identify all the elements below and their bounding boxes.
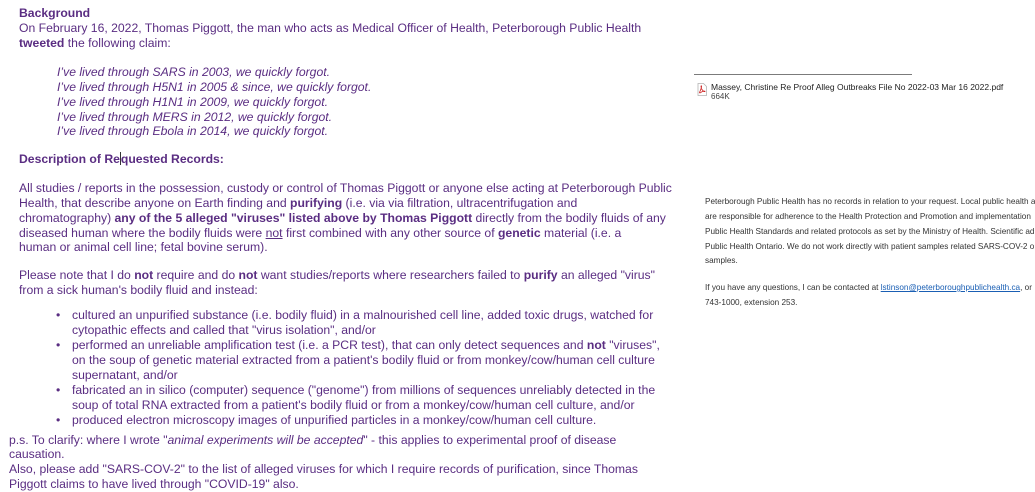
response-line-2: are responsible for adherence to the Health Protection and Promotion and implementation xyxy=(705,212,1031,221)
p1-line-1: All studies / reports in the possession, custody or control of Thomas Piggott or anyone else acting at Peterborough Public xyxy=(19,181,672,195)
p1-line-4: diseased human where the bodily fluids were not first combined with any other source of genetic material (i.e. a xyxy=(19,226,622,240)
p1-line-5: human or animal cell line; fetal bovine serum). xyxy=(19,240,268,254)
divider xyxy=(694,74,912,75)
intro-line-2: tweeted the following claim: xyxy=(19,36,171,50)
response-phone-line: 743-1000, extension 253. xyxy=(705,298,798,307)
attachment-filename[interactable]: Massey, Christine Re Proof Alleg Outbreaks File No 2022-03 Mar 16 2022.pdf xyxy=(711,82,1004,92)
intro-line: On February 16, 2022, Thomas Piggott, the man who acts as Medical Officer of Health, Peterborough Public Health xyxy=(19,21,642,35)
tweeted-word: tweeted xyxy=(19,36,65,50)
p1-line-2: Health, that describe anyone on Earth finding and purifying (i.e. via via filtration, ultracentrifugation and xyxy=(19,196,578,210)
description-heading: Description of Requested Records: xyxy=(19,152,224,166)
quote-3: I’ve lived through H1N1 in 2009, we quickly forgot. xyxy=(57,95,328,109)
email-link[interactable]: lstinson@peterboroughpublichealth.ca xyxy=(880,283,1021,292)
list-item: • performed an unreliable amplification test (i.e. a PCR test), that can only detect sequences and not "viruses", on the soup of genetic material extracted from a patient's bodily fluid or from monkey/cow/human cell culture supernatant, and/or xyxy=(56,338,696,383)
p1-line-3: chromatography) any of the 5 alleged "viruses" listed above by Thomas Piggott directly from the bodily fluids of any xyxy=(19,211,666,225)
response-contact-line: If you have any questions, I can be contacted at lstinson@peterboroughpublichealth.ca, or xyxy=(705,283,1032,292)
bullet-list xyxy=(56,308,696,428)
response-line-4: Public Health Ontario. We do not work directly with patient samples related SARS-COV-2 o xyxy=(705,242,1035,251)
list-item: • produced electron microscopy images of unpurified particles in a monkey/cow/human cell culture. xyxy=(56,413,696,428)
ps-line-2: causation. xyxy=(9,447,65,461)
quote-4: I’ve lived through MERS in 2012, we quickly forgot. xyxy=(57,110,333,124)
ps-line-4: Piggott claims to have lived through "COVID-19" also. xyxy=(9,477,299,491)
quote-2: I’ve lived through H5N1 in 2005 & since, we quickly forgot. xyxy=(57,80,372,94)
email-pane xyxy=(690,0,1035,487)
ps-line-3: Also, please add "SARS-COV-2" to the list of alleged viruses for which I require records of purification, since Thomas xyxy=(9,462,638,476)
background-heading: Background xyxy=(19,6,91,20)
pdf-icon[interactable] xyxy=(697,83,707,96)
response-line-1: Peterborough Public Health has no records in relation to your request. Local public health a xyxy=(705,197,1035,206)
quote-5: I’ve lived through Ebola in 2014, we quickly forgot. xyxy=(57,124,328,138)
list-item: • fabricated an in silico (computer) sequence ("genome") from millions of sequences unreliably detected in the soup of total RNA extracted from a patient's bodily fluid or from a monkey/cow/human cell culture, and/or xyxy=(56,383,696,413)
ps-line-1: p.s. To clarify: where I wrote "animal experiments will be accepted" - this applies to experimental proof of disease xyxy=(9,433,617,447)
attachment-size: 664K xyxy=(711,92,730,101)
list-item: • cultured an unpurified substance (i.e. bodily fluid) in a malnourished cell line, added toxic drugs, watched for cytopathic effects and called that "virus isolation", and/or xyxy=(56,308,696,338)
response-line-3: Public Health Standards and related protocols as set by the Ministry of Health. Scientific ad xyxy=(705,227,1035,236)
p2-line-2: from a sick human's bodily fluid and instead: xyxy=(19,283,258,297)
p2-line-1: Please note that I do not require and do not want studies/reports where researchers failed to purify an alleged "virus" xyxy=(19,268,655,282)
quote-1: I’ve lived through SARS in 2003, we quickly forgot. xyxy=(57,65,331,79)
response-line-5: samples. xyxy=(705,256,738,265)
